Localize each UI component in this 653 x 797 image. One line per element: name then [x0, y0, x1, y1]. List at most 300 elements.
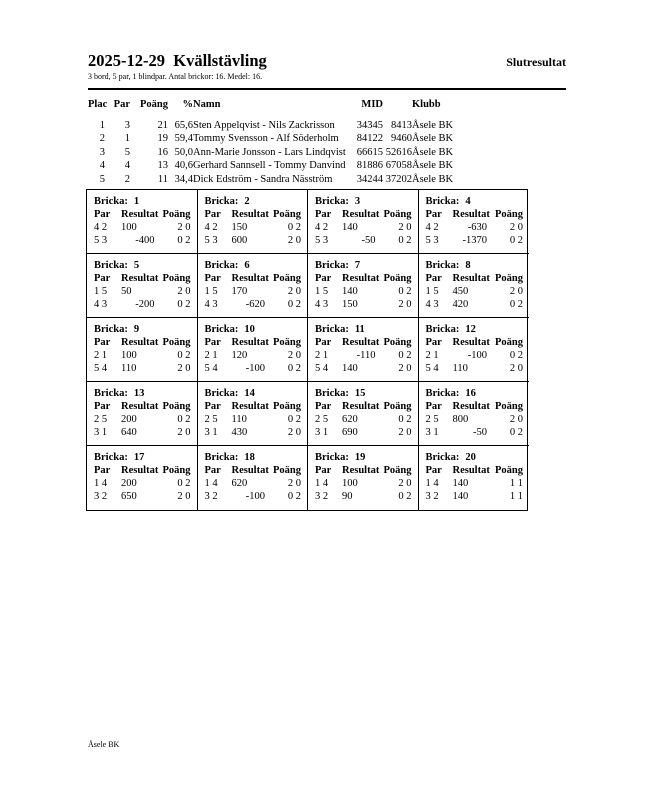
board-points: 0 2 [177, 298, 191, 310]
board-label: Bricka: [315, 451, 349, 463]
board-points: 0 2 [398, 349, 412, 361]
col-header-pct: % [182, 98, 193, 110]
board-title [94, 323, 191, 336]
board-pair: 4 2 [425, 221, 439, 233]
board-result-row [426, 298, 524, 311]
board-col-res: Resultat [231, 464, 269, 476]
board-points: 0 2 [177, 413, 191, 425]
board-col-headers [205, 464, 302, 477]
board-col-poang: Poäng [383, 208, 412, 220]
col-header-par: Par [113, 98, 130, 110]
board-result-row [94, 413, 191, 426]
board-pair: 1 5 [204, 285, 218, 297]
standings-par: 2 [124, 173, 130, 185]
board-points: 1 1 [509, 490, 523, 502]
board-card [419, 190, 530, 254]
board-label: Bricka: [94, 259, 128, 271]
board-col-poang: Poäng [494, 208, 523, 220]
board-col-headers [426, 336, 524, 349]
standings-mid2: 9460 [391, 133, 412, 145]
board-pair: 2 5 [315, 413, 329, 425]
board-title [205, 195, 302, 208]
board-col-headers [315, 336, 412, 349]
board-rows [205, 221, 302, 247]
board-pair: 4 3 [315, 298, 329, 310]
board-card [198, 446, 309, 510]
board-card [87, 254, 198, 318]
board-col-par: Par [425, 464, 442, 476]
board-pair: 4 2 [94, 221, 108, 233]
board-pair: 2 1 [315, 349, 329, 361]
board-points: 2 0 [509, 221, 523, 233]
board-pair: 1 4 [315, 477, 329, 489]
board-points: 0 2 [287, 221, 301, 233]
board-result: 100 [121, 349, 137, 361]
board-col-headers [205, 272, 302, 285]
board-col-par: Par [425, 336, 442, 348]
board-col-par: Par [94, 464, 111, 476]
board-card [308, 446, 419, 510]
board-result-row [94, 221, 191, 234]
standings-namn: Tommy Svensson - Alf Söderholm [193, 133, 339, 145]
board-col-poang: Poäng [162, 336, 191, 348]
board-result: 200 [121, 477, 137, 489]
board-rows [94, 221, 191, 247]
standings-plac: 2 [99, 133, 105, 145]
board-rows [426, 285, 524, 311]
board-number: 19 [354, 451, 366, 463]
board-col-headers [94, 400, 191, 413]
standings-klubb: Åsele BK [412, 133, 454, 145]
board-card [87, 190, 198, 254]
board-result-row [315, 477, 412, 490]
board-rows [94, 285, 191, 311]
board-number: 1 [133, 195, 140, 207]
board-card [87, 382, 198, 446]
board-number: 11 [354, 323, 365, 335]
board-title [315, 323, 412, 336]
board-result-row [94, 426, 191, 439]
board-col-headers [315, 208, 412, 221]
board-col-res: Resultat [231, 400, 269, 412]
board-col-headers [94, 208, 191, 221]
board-label: Bricka: [425, 323, 460, 335]
standings-plac: 3 [99, 146, 105, 158]
standings-pct: 50,0 [174, 146, 193, 158]
board-title [315, 451, 412, 464]
standings-plac: 5 [99, 173, 105, 185]
board-label: Bricka: [204, 451, 239, 463]
board-points: 2 0 [509, 413, 523, 425]
board-result-row [315, 490, 412, 503]
board-col-poang: Poäng [272, 400, 301, 412]
board-pair: 2 5 [94, 413, 108, 425]
board-label: Bricka: [425, 387, 460, 399]
board-col-res: Resultat [342, 208, 380, 220]
board-col-headers [426, 208, 524, 221]
board-col-par: Par [94, 208, 111, 220]
board-col-res: Resultat [452, 272, 490, 284]
board-result: 800 [452, 413, 469, 425]
board-result: 110 [452, 362, 468, 374]
board-number: 3 [354, 195, 361, 207]
board-result: -1370 [462, 234, 487, 246]
board-col-poang: Poäng [272, 336, 301, 348]
board-result: -400 [135, 234, 155, 246]
standings-row [88, 173, 532, 186]
board-result-row [94, 349, 191, 362]
standings-table [88, 98, 532, 186]
board-points: 2 0 [509, 285, 523, 297]
board-points: 2 0 [177, 490, 191, 502]
board-rows [205, 349, 302, 375]
board-label: Bricka: [204, 387, 239, 399]
board-result-row [315, 349, 412, 362]
standings-poang: 16 [157, 146, 168, 158]
board-result-row [205, 426, 302, 439]
board-number: 12 [465, 323, 476, 335]
board-points: 2 0 [398, 426, 412, 438]
board-result-row [94, 477, 191, 490]
board-result: 620 [231, 477, 248, 489]
standings-namn: Sten Appelqvist - Nils Zackrisson [193, 119, 335, 131]
board-points: 2 0 [287, 234, 301, 246]
board-result: 110 [121, 362, 137, 374]
board-col-par: Par [94, 400, 111, 412]
board-rows [205, 413, 302, 439]
board-col-par: Par [94, 272, 111, 284]
board-pair: 5 4 [425, 362, 439, 374]
board-points: 2 0 [509, 362, 523, 374]
board-result-row [315, 362, 412, 375]
board-pair: 1 5 [425, 285, 439, 297]
board-number: 15 [354, 387, 366, 399]
standings-pct: 40,6 [174, 160, 193, 172]
board-col-headers [315, 272, 412, 285]
board-result: 50 [121, 285, 132, 297]
board-col-poang: Poäng [494, 336, 523, 348]
board-points: 2 0 [287, 349, 301, 361]
board-col-poang: Poäng [494, 272, 523, 284]
board-pair: 4 2 [315, 221, 329, 233]
board-col-res: Resultat [342, 272, 380, 284]
board-pair: 3 2 [204, 490, 218, 502]
board-result-row [94, 298, 191, 311]
board-points: 0 2 [509, 349, 523, 361]
board-col-par: Par [315, 272, 332, 284]
board-col-res: Resultat [121, 208, 159, 220]
board-result: 140 [342, 362, 358, 374]
board-pair: 4 2 [204, 221, 218, 233]
board-rows [205, 285, 302, 311]
board-number: 17 [133, 451, 145, 463]
board-result: 100 [121, 221, 137, 233]
standings-klubb: Åsele BK [412, 146, 454, 158]
board-col-headers [315, 400, 412, 413]
board-col-headers [205, 336, 302, 349]
board-label: Bricka: [315, 259, 349, 271]
board-points: 0 2 [287, 362, 301, 374]
board-pair: 1 5 [94, 285, 108, 297]
board-title [426, 387, 524, 400]
board-col-res: Resultat [342, 336, 380, 348]
board-points: 0 2 [509, 234, 523, 246]
board-col-poang: Poäng [383, 272, 412, 284]
board-rows [426, 349, 524, 375]
board-label: Bricka: [204, 195, 239, 207]
board-col-par: Par [204, 272, 221, 284]
board-col-res: Resultat [121, 464, 159, 476]
board-result-row [426, 285, 524, 298]
result-type-label: Slutresultat [506, 55, 566, 69]
board-points: 0 2 [287, 413, 301, 425]
board-number: 13 [133, 387, 145, 399]
board-result: 600 [231, 234, 248, 246]
board-rows [94, 477, 191, 503]
board-pair: 2 1 [425, 349, 439, 361]
board-label: Bricka: [94, 323, 128, 335]
board-title [426, 323, 524, 336]
board-result: 140 [452, 490, 469, 502]
board-col-par: Par [204, 208, 221, 220]
board-col-res: Resultat [452, 464, 490, 476]
board-title [426, 259, 524, 272]
board-col-res: Resultat [231, 208, 269, 220]
board-result: -100 [245, 362, 265, 374]
board-col-poang: Poäng [162, 272, 191, 284]
board-rows [315, 221, 412, 247]
board-card [87, 318, 198, 382]
board-result: 140 [452, 477, 469, 489]
board-result-row [205, 234, 302, 247]
board-points: 2 0 [398, 298, 412, 310]
col-header-namn: Namn [193, 98, 221, 110]
board-col-res: Resultat [231, 272, 269, 284]
board-label: Bricka: [425, 195, 460, 207]
board-rows [315, 413, 412, 439]
board-pair: 5 4 [94, 362, 108, 374]
board-pair: 2 5 [204, 413, 218, 425]
standings-row [88, 119, 532, 132]
board-label: Bricka: [94, 387, 128, 399]
club-footer: Åsele BK [88, 740, 120, 749]
standings-par: 4 [124, 160, 130, 172]
board-pair: 3 2 [315, 490, 329, 502]
board-pair: 4 3 [425, 298, 439, 310]
board-points: 2 0 [177, 362, 191, 374]
board-card [87, 446, 198, 510]
board-rows [94, 349, 191, 375]
board-pair: 4 3 [204, 298, 218, 310]
board-pair: 5 3 [94, 234, 108, 246]
board-col-poang: Poäng [383, 400, 412, 412]
board-result-row [315, 285, 412, 298]
standings-pct: 59,4 [174, 133, 193, 145]
board-col-poang: Poäng [494, 464, 523, 476]
board-card [308, 318, 419, 382]
board-result: 650 [121, 490, 137, 502]
board-col-res: Resultat [452, 208, 490, 220]
board-points: 2 0 [398, 477, 412, 489]
board-col-par: Par [425, 272, 442, 284]
board-number: 2 [244, 195, 250, 207]
standings-poang: 21 [157, 119, 168, 131]
standings-namn: Ann-Marie Jonsson - Lars Lindqvist [193, 146, 346, 158]
board-col-res: Resultat [121, 336, 159, 348]
board-result: -50 [473, 426, 487, 438]
board-pair: 4 3 [94, 298, 108, 310]
standings-mid2: 52616 [385, 146, 412, 158]
board-result-row [315, 221, 412, 234]
board-pair: 5 4 [204, 362, 218, 374]
board-title [315, 387, 412, 400]
board-label: Bricka: [204, 259, 239, 271]
board-pair: 3 1 [425, 426, 439, 438]
board-points: 2 0 [287, 285, 301, 297]
board-points: 2 0 [398, 362, 412, 374]
board-points: 0 2 [177, 234, 191, 246]
board-points: 2 0 [398, 221, 412, 233]
board-col-poang: Poäng [162, 400, 191, 412]
board-card [419, 446, 530, 510]
standings-klubb: Åsele BK [412, 119, 454, 131]
board-result-row [205, 477, 302, 490]
standings-mid2: 67058 [385, 160, 412, 172]
board-pair: 5 3 [204, 234, 218, 246]
col-header-poang: Poäng [139, 98, 168, 110]
board-points: 0 2 [398, 234, 412, 246]
board-col-par: Par [204, 336, 221, 348]
board-result: 150 [231, 221, 248, 233]
board-col-res: Resultat [231, 336, 269, 348]
board-number: 9 [133, 323, 140, 335]
board-label: Bricka: [315, 387, 349, 399]
board-pair: 2 5 [425, 413, 439, 425]
board-card [308, 382, 419, 446]
board-result-row [426, 477, 524, 490]
standings-namn: Dick Edström - Sandra Näsström [193, 173, 333, 185]
board-label: Bricka: [204, 323, 239, 335]
standings-par: 5 [124, 146, 130, 158]
board-result: 100 [342, 477, 358, 489]
standings-mid2: 8413 [391, 119, 412, 131]
event-summary: 3 bord, 5 par, 1 blindpar. Antal brickor: 16. Medel: 16. [88, 72, 263, 81]
board-result: -620 [245, 298, 265, 310]
board-col-headers [205, 400, 302, 413]
standings-poang: 13 [157, 160, 168, 172]
board-col-headers [315, 464, 412, 477]
board-points: 0 2 [398, 285, 412, 297]
board-number: 6 [244, 259, 250, 271]
board-result: 200 [121, 413, 137, 425]
board-pair: 1 4 [425, 477, 439, 489]
board-result-row [205, 490, 302, 503]
page-title: 2025-12-29 Kvällstävling [88, 51, 267, 70]
board-result-row [94, 285, 191, 298]
standings-klubb: Åsele BK [412, 173, 454, 185]
board-col-headers [94, 336, 191, 349]
board-result: 420 [452, 298, 469, 310]
board-result-row [426, 426, 524, 439]
board-points: 0 2 [287, 490, 301, 502]
board-col-poang: Poäng [272, 464, 301, 476]
board-result: 450 [452, 285, 469, 297]
standings-par: 1 [124, 133, 130, 145]
board-title [205, 451, 302, 464]
board-rows [426, 413, 524, 439]
board-result: 170 [231, 285, 248, 297]
board-rows [315, 285, 412, 311]
board-card [198, 254, 309, 318]
board-title [426, 195, 524, 208]
board-col-poang: Poäng [272, 272, 301, 284]
board-number: 8 [465, 259, 471, 271]
board-title [205, 387, 302, 400]
board-col-res: Resultat [452, 336, 490, 348]
standings-mid1: 84122 [356, 133, 383, 145]
board-rows [205, 477, 302, 503]
board-label: Bricka: [315, 323, 349, 335]
board-result-row [205, 349, 302, 362]
standings-plac: 4 [99, 160, 105, 172]
board-card [419, 382, 530, 446]
masthead [88, 51, 566, 70]
board-title [94, 451, 191, 464]
standings-poang: 19 [157, 133, 168, 145]
board-result-row [205, 221, 302, 234]
board-card [198, 190, 309, 254]
board-pair: 1 4 [94, 477, 108, 489]
standings-namn: Gerhard Sannsell - Tommy Danvind [193, 160, 346, 172]
board-result: 150 [342, 298, 358, 310]
board-col-poang: Poäng [162, 208, 191, 220]
board-number: 4 [465, 195, 471, 207]
col-header-klubb: Klubb [412, 98, 441, 110]
board-title [315, 259, 412, 272]
board-pair: 3 1 [315, 426, 329, 438]
board-points: 0 2 [287, 298, 301, 310]
board-card [308, 254, 419, 318]
board-result-row [426, 362, 524, 375]
board-points: 2 0 [177, 426, 191, 438]
board-pair: 5 3 [425, 234, 439, 246]
board-result-row [315, 298, 412, 311]
board-col-res: Resultat [342, 400, 380, 412]
board-result-row [426, 413, 524, 426]
board-result: 430 [231, 426, 248, 438]
board-col-par: Par [425, 208, 442, 220]
board-title [315, 195, 412, 208]
board-points: 0 2 [398, 490, 412, 502]
board-number: 14 [244, 387, 255, 399]
board-col-res: Resultat [452, 400, 490, 412]
board-pair: 3 1 [204, 426, 218, 438]
board-col-poang: Poäng [383, 336, 412, 348]
board-col-poang: Poäng [494, 400, 523, 412]
board-points: 0 2 [509, 298, 523, 310]
board-rows [426, 221, 524, 247]
board-result-row [426, 221, 524, 234]
board-col-res: Resultat [121, 272, 159, 284]
board-card [419, 318, 530, 382]
board-points: 2 0 [287, 477, 301, 489]
board-label: Bricka: [425, 259, 460, 271]
board-result-row [315, 234, 412, 247]
board-col-headers [205, 208, 302, 221]
board-result: 120 [231, 349, 248, 361]
board-result-row [315, 413, 412, 426]
board-label: Bricka: [425, 451, 460, 463]
